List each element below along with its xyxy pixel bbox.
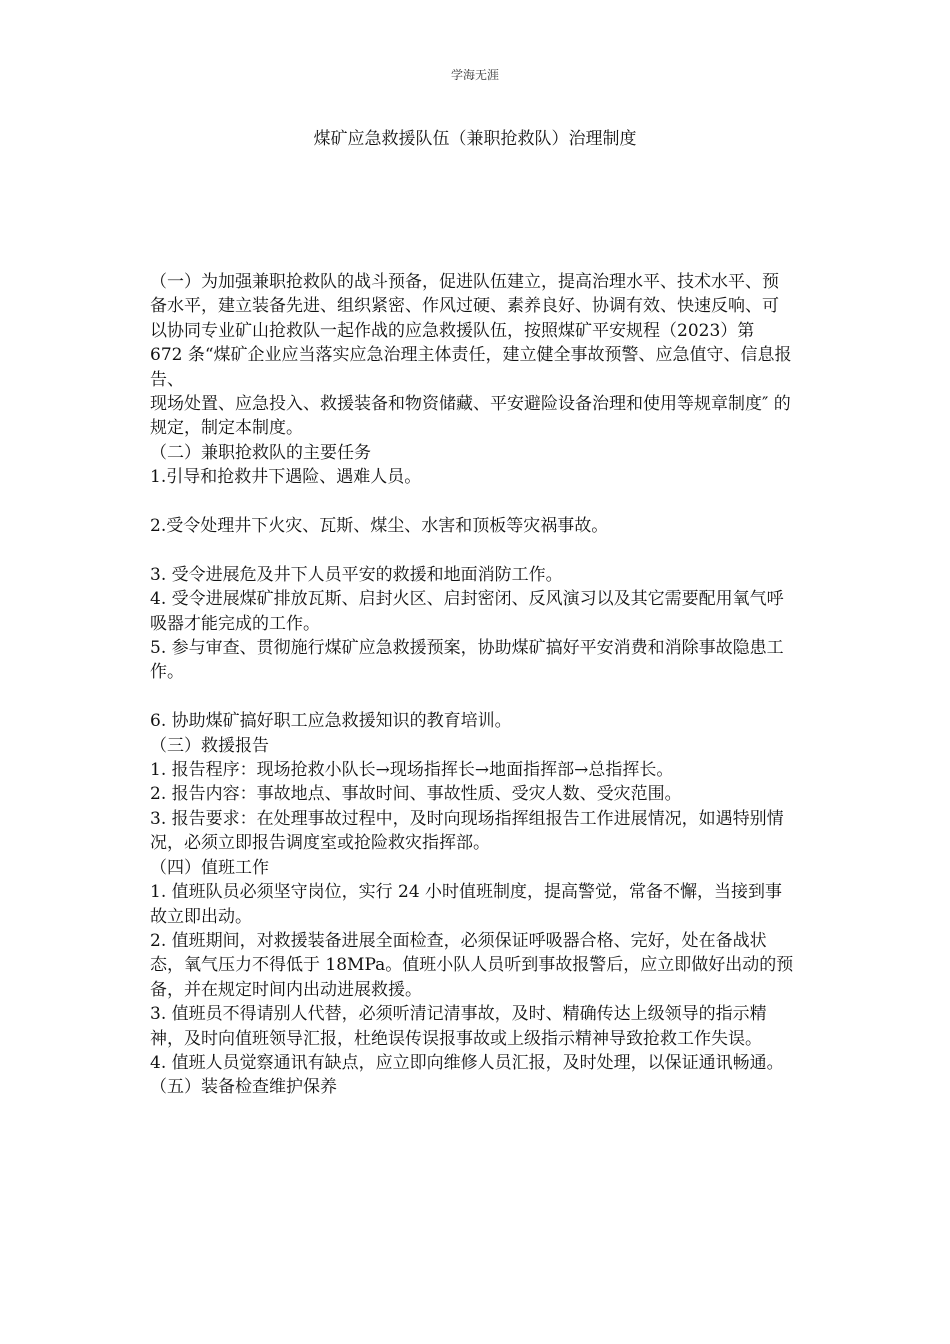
paragraph: 现场处置、应急投入、救援装备和物资储藏、平安避险设备治理和使用等规章制度″ 的 [150, 394, 791, 415]
list-item: 1.引导和抢救井下遇险、遇难人员。 [150, 467, 422, 488]
list-item: 6. 协助煤矿搞好职工应急救援知识的教育培训。 [150, 711, 512, 732]
list-item: 2.受令处理井下火灾、瓦斯、煤尘、水害和顶板等灾祸事故。 [150, 516, 609, 537]
section-heading: （五）装备检查维护保养 [150, 1077, 337, 1098]
list-item: 3. 值班员不得请别人代替，必须听清记清事故，及时、精确传达上级领导的指示精神，及时向值班领导汇报，杜绝误传误报事故或上级指示精神导致抢救工作失误。 [150, 1004, 767, 1049]
list-item: 2. 报告内容：事故地点、事故时间、事故性质、受灾人数、受灾范围。 [150, 784, 682, 805]
list-item: 3. 报告要求：在处理事故过程中，及时向现场指挥组报告工作进展情况，如遇特别情况，必须立即报告调度室或抢险救灾指挥部。 [150, 808, 784, 854]
list-item: 1. 报告程序：现场抢救小队长→现场指挥长→地面指挥部→总指挥长。 [150, 760, 674, 781]
document-body [150, 270, 795, 1100]
paragraph: （一）为加强兼职抢救队的战斗预备，促进队伍建立，提高治理水平、技术水平、预备水平，建立装备先进、组织紧密、作风过硬、素养良好、协调有效、快速反响、可以协同专业矿山抢救队一起作战的应急救援队伍，按照煤矿平安规程（2023）第 [150, 272, 779, 341]
section-heading: （四）值班工作 [150, 857, 269, 878]
section-heading: （二）兼职抢救队的主要任务 [150, 442, 371, 463]
list-item: 5. 参与审查、贯彻施行煤矿应急救援预案，协助煤矿搞好平安消费和消除事故隐患工作。 [150, 638, 784, 683]
paragraph: 672 条“煤矿企业应当落实应急治理主体责任，建立健全事故预警、应急值守、信息报告、 [150, 345, 792, 390]
list-item: 3. 受令进展危及井下人员平安的救援和地面消防工作。 [150, 564, 563, 585]
list-item: 1. 值班队员必须坚守岗位，实行 24 小时值班制度，提高警觉，常备不懈，当接到事故立即出动。 [150, 882, 783, 927]
list-item: 2. 值班期间，对救援装备进展全面检查，必须保证呼吸器合格、完好，处在备战状态，氧气压力不得低于 18MPa。值班小队人员听到事故报警后，应立即做好出动的预备，并在规定时间内出动进展救援。 [150, 930, 794, 1000]
section-heading: （三）救援报告 [150, 735, 269, 756]
list-item: 4. 值班人员觉察通讯有缺点，应立即向维修人员汇报，及时处理，以保证通讯畅通。 [150, 1052, 784, 1073]
document-title: 煤矿应急救援队伍（兼职抢救队）治理制度 [313, 129, 637, 149]
paragraph: 规定，制定本制度。 [150, 418, 303, 439]
page-header: 学海无涯 [450, 68, 499, 82]
list-item: 4. 受令进展煤矿排放瓦斯、启封火区、启封密闭、反风演习以及其它需要配用氧气呼吸器才能完成的工作。 [150, 589, 784, 634]
